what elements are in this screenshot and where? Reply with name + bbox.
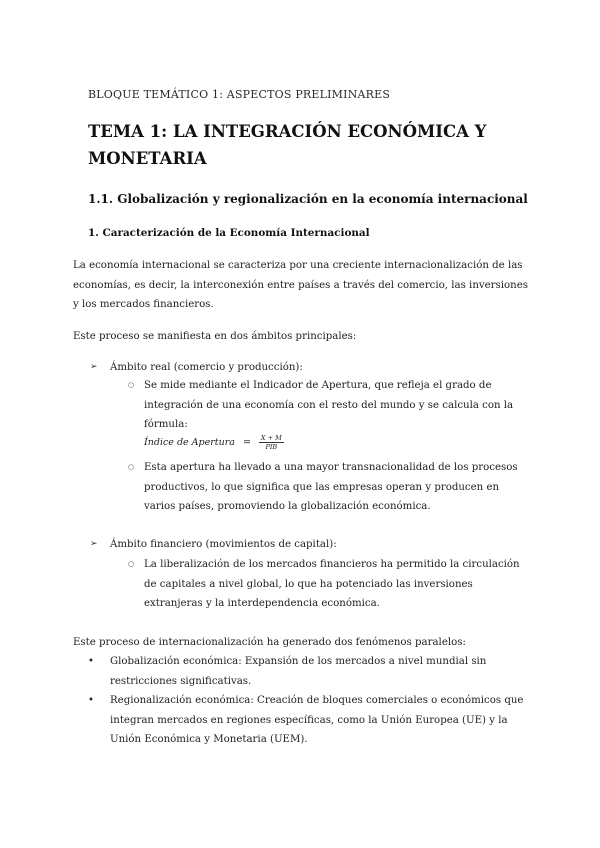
apertura-formula — [144, 434, 284, 451]
circle-bullet-icon: ○ — [128, 560, 135, 568]
block-label: BLOQUE TEMÁTICO 1: ASPECTOS PRELIMINARES — [88, 88, 391, 101]
regionalizacion-text: Regionalización económica: Creación de bloques comerciales o económicos que integran mercados en regiones específicas, como la Unión Europea (UE) y la Unión Económica y Monetaria (UEM). — [110, 695, 524, 745]
bullet-icon: • — [88, 695, 94, 706]
section-heading: 1.1. Globalización y regionalización en la economía internacional — [88, 192, 528, 206]
intro-paragraph: La economía internacional se caracteriza por una creciente internacionalización de las economías, es decir, la interconexión entre países a través del comercio, las inversiones y los mercados financieros. — [73, 260, 528, 310]
subsection-heading: 1. Caracterización de la Economía Internacional — [88, 227, 370, 239]
ambito-financiero-sub-text: La liberalización de los mercados financieros ha permitido la circulación de capitales a nivel global, lo que ha potenciado las inversiones extranjeras y la interdependencia económica. — [144, 559, 520, 609]
formula-numerator: X + M — [260, 434, 282, 442]
globalizacion-text: Globalización económica: Expansión de los mercados a nivel mundial sin restricciones significativas. — [110, 656, 487, 687]
ambito-real-sub-text: Se mide mediante el Indicador de Apertura, que refleja el grado de integración de una economía con el resto del mundo y se calcula con la fórmula: — [144, 380, 514, 430]
formula-denominator: PIB — [265, 443, 278, 451]
arrow-bullet-icon: ➢ — [90, 539, 98, 549]
phenomena-paragraph: Este proceso de internacionalización ha generado dos fenómenos paralelos: — [73, 637, 466, 648]
circle-bullet-icon: ○ — [128, 463, 135, 471]
page-title: TEMA 1: LA INTEGRACIÓN ECONÓMICA Y MONETARIA — [88, 122, 487, 168]
arrow-bullet-icon: ➢ — [90, 362, 98, 372]
ambito-real-label: Ámbito real (comercio y producción): — [110, 362, 303, 373]
process-paragraph: Este proceso se manifiesta en dos ámbitos principales: — [73, 331, 357, 342]
formula-fraction — [259, 434, 284, 451]
formula-lhs: Índice de Apertura — [144, 437, 235, 448]
ambito-real-sub-text: Esta apertura ha llevado a una mayor transnacionalidad de los procesos productivos, lo que significa que las empresas operan y producen en varios países, promoviendo la globalización económica. — [144, 462, 518, 512]
circle-bullet-icon: ○ — [128, 381, 135, 389]
bullet-icon: • — [88, 656, 94, 667]
formula-equals: = — [242, 437, 251, 448]
ambito-financiero-label: Ámbito financiero (movimientos de capital): — [110, 539, 337, 550]
